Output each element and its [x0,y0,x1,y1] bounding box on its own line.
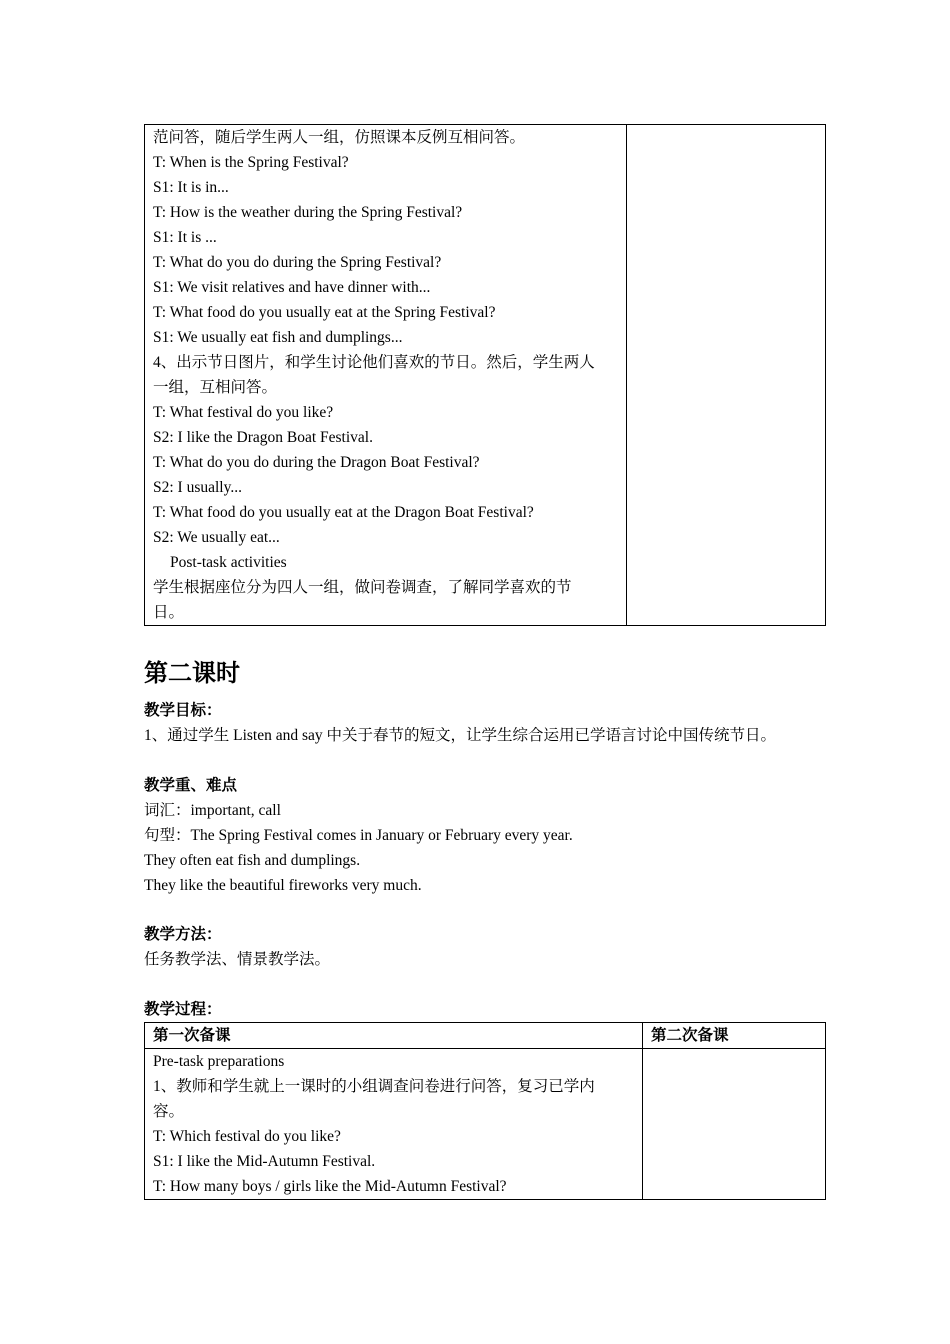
key-points-label: 教学重、难点 [144,777,238,794]
table-line: S1: I like the Mid-Autumn Festival. [153,1153,376,1170]
table-line: 4、出示节日图片，和学生讨论他们喜欢的节日。然后，学生两人 [153,354,595,371]
table-line: 日。 [153,604,185,621]
table-row [145,125,826,626]
table-line: 范问答，随后学生两人一组，仿照课本反例互相问答。 [153,129,526,146]
table-line: S2: I usually... [153,479,242,496]
sentence-pattern-text: They like the beautiful fireworks very much. [144,877,422,894]
lesson-title: 第二课时 [144,661,240,687]
first-prep-cell [145,125,627,626]
objectives-label: 教学目标： [144,702,222,719]
table-line: S2: We usually eat... [153,529,280,546]
table-line: T: What do you do during the Spring Festival? [153,254,442,271]
sentence-pattern-text: 句型：The Spring Festival comes in January or February every year. [144,827,573,844]
methods-section [144,922,844,972]
table-row [145,1049,826,1200]
process-section [144,997,844,1022]
section-label-post-task: Post-task activities [170,554,287,571]
table-line: 一组，互相问答。 [153,379,278,396]
table-line: S1: It is in... [153,179,229,196]
objectives-section [144,698,844,748]
table-line: S1: It is ... [153,229,217,246]
methods-label: 教学方法： [144,926,222,943]
table-line: S1: We usually eat fish and dumplings... [153,329,403,346]
table-line: T: When is the Spring Festival? [153,154,349,171]
sentence-pattern-text: They often eat fish and dumplings. [144,852,361,869]
header-first-prep: 第一次备课 [145,1023,643,1049]
table-line: T: What food do you usually eat at the Dragon Boat Festival? [153,504,534,521]
key-points-section [144,773,844,898]
table-line: T: What do you do during the Dragon Boat Festival? [153,454,480,471]
methods-text: 任务教学法、情景教学法。 [144,951,331,968]
lesson-plan-table [144,1022,826,1200]
table-line: T: What festival do you like? [153,404,334,421]
header-second-prep: 第二次备课 [643,1023,826,1049]
table-line: 学生根据座位分为四人一组，做问卷调查，了解同学喜欢的节 [153,579,572,596]
objectives-text: 1、通过学生 Listen and say 中关于春节的短文，让学生综合运用已学语言讨论中国传统节日。 [144,727,777,744]
first-prep-cell [145,1049,643,1200]
second-prep-cell [643,1049,826,1200]
lesson-plan-table-continued [144,124,826,626]
table-line: 容。 [153,1103,185,1120]
table-line: T: Which festival do you like? [153,1128,341,1145]
section-label-pre-task: Pre-task preparations [153,1053,285,1070]
table-line: T: How is the weather during the Spring Festival? [153,204,463,221]
table-line: S1: We visit relatives and have dinner with... [153,279,431,296]
table-line: T: How many boys / girls like the Mid-Autumn Festival? [153,1178,507,1195]
table-header-row [145,1023,826,1049]
table-line: S2: I like the Dragon Boat Festival. [153,429,373,446]
second-prep-cell [627,125,826,626]
process-label: 教学过程： [144,1001,222,1018]
vocabulary-text: 词汇：important, call [144,802,281,819]
table-line: 1、教师和学生就上一课时的小组调查问卷进行问答，复习已学内 [153,1078,595,1095]
table-line: T: What food do you usually eat at the Spring Festival? [153,304,496,321]
